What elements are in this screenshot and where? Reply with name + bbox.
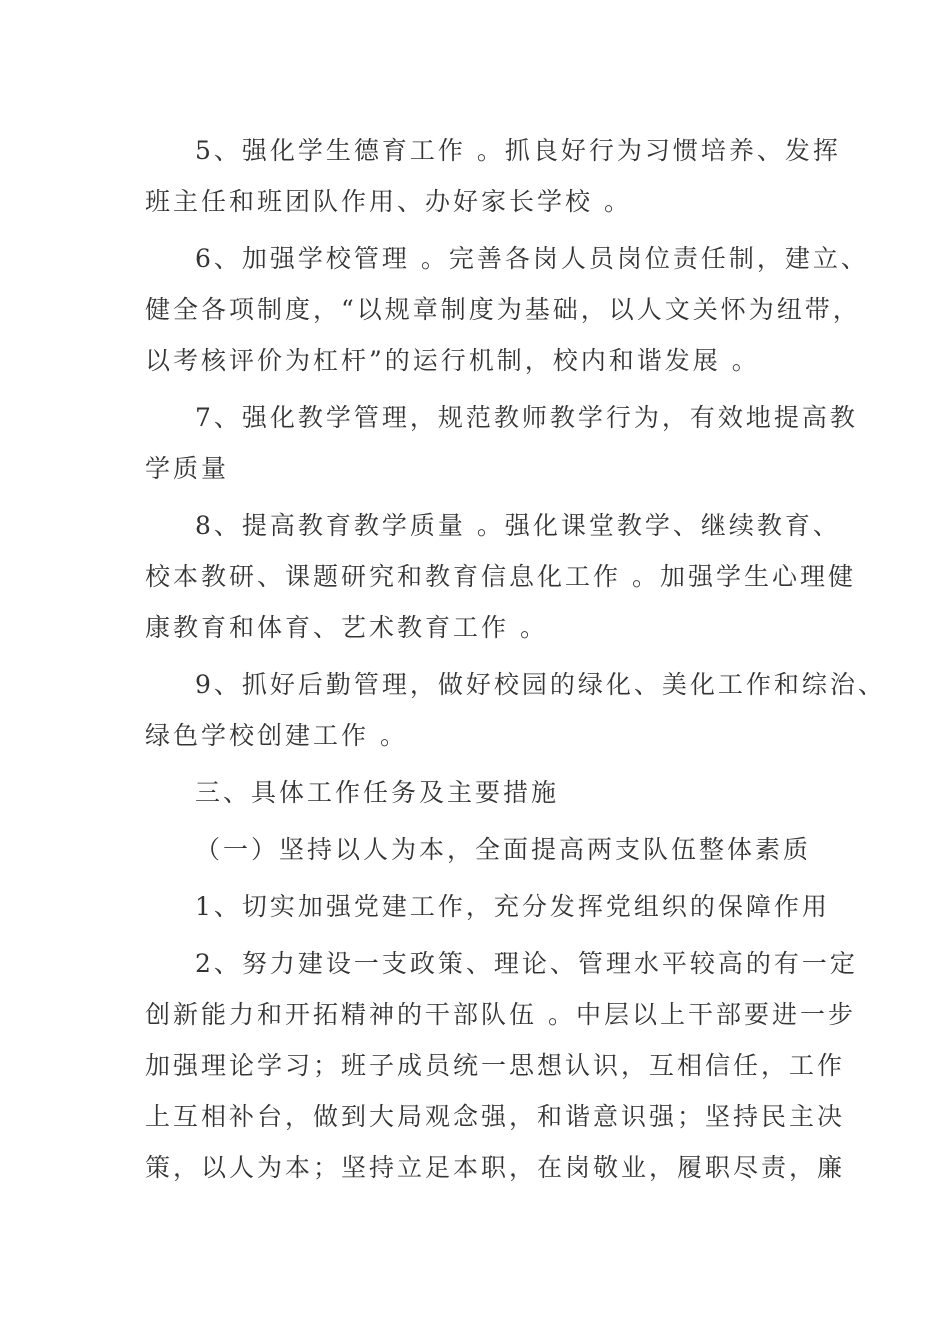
subsection-heading: （一）坚持以人为本，全面提高两支队伍整体素质	[195, 835, 812, 864]
text-line: 绿色学校创建工作 。	[145, 721, 408, 750]
section-heading: 三、具体工作任务及主要措施	[195, 778, 560, 807]
text-line: 班主任和班团队作用、办好家长学校 。	[145, 187, 632, 216]
text-line: 上互相补台，做到大局观念强，和谐意识强；坚持民主决	[145, 1102, 846, 1131]
text-line: 健全各项制度，“以规章制度为基础，以人文关怀为纽带，	[145, 295, 861, 324]
text-line: 5、强化学生德育工作 。抓良好行为习惯培养、发挥	[195, 136, 841, 165]
text-line: 1、切实加强党建工作，充分发挥党组织的保障作用	[195, 892, 830, 921]
text-line: 9、抓好后勤管理，做好校园的绿化、美化工作和综治、	[195, 670, 886, 699]
text-line: 7、强化教学管理，规范教师教学行为，有效地提高教	[195, 403, 858, 432]
text-line: 学质量	[145, 454, 230, 483]
text-line: 6、加强学校管理 。完善各岗人员岗位责任制，建立、	[195, 244, 869, 273]
text-line: 校本教研、课题研究和教育信息化工作 。加强学生心理健	[145, 562, 856, 591]
text-line: 8、提高教育教学质量 。强化课堂教学、继续教育、	[195, 511, 841, 540]
text-line: 创新能力和开拓精神的干部队伍 。中层以上干部要进一步	[145, 1000, 856, 1029]
text-line: 策，以人为本；坚持立足本职，在岗敬业，履职尽责，廉	[145, 1153, 846, 1182]
text-line: 2、努力建设一支政策、理论、管理水平较高的有一定	[195, 949, 858, 978]
text-line: 加强理论学习；班子成员统一思想认识，互相信任，工作	[145, 1051, 846, 1080]
text-line: 康教育和体育、艺术教育工作 。	[145, 613, 548, 642]
text-line: 以考核评价为杠杆”的运行机制，校内和谐发展 。	[145, 346, 760, 375]
